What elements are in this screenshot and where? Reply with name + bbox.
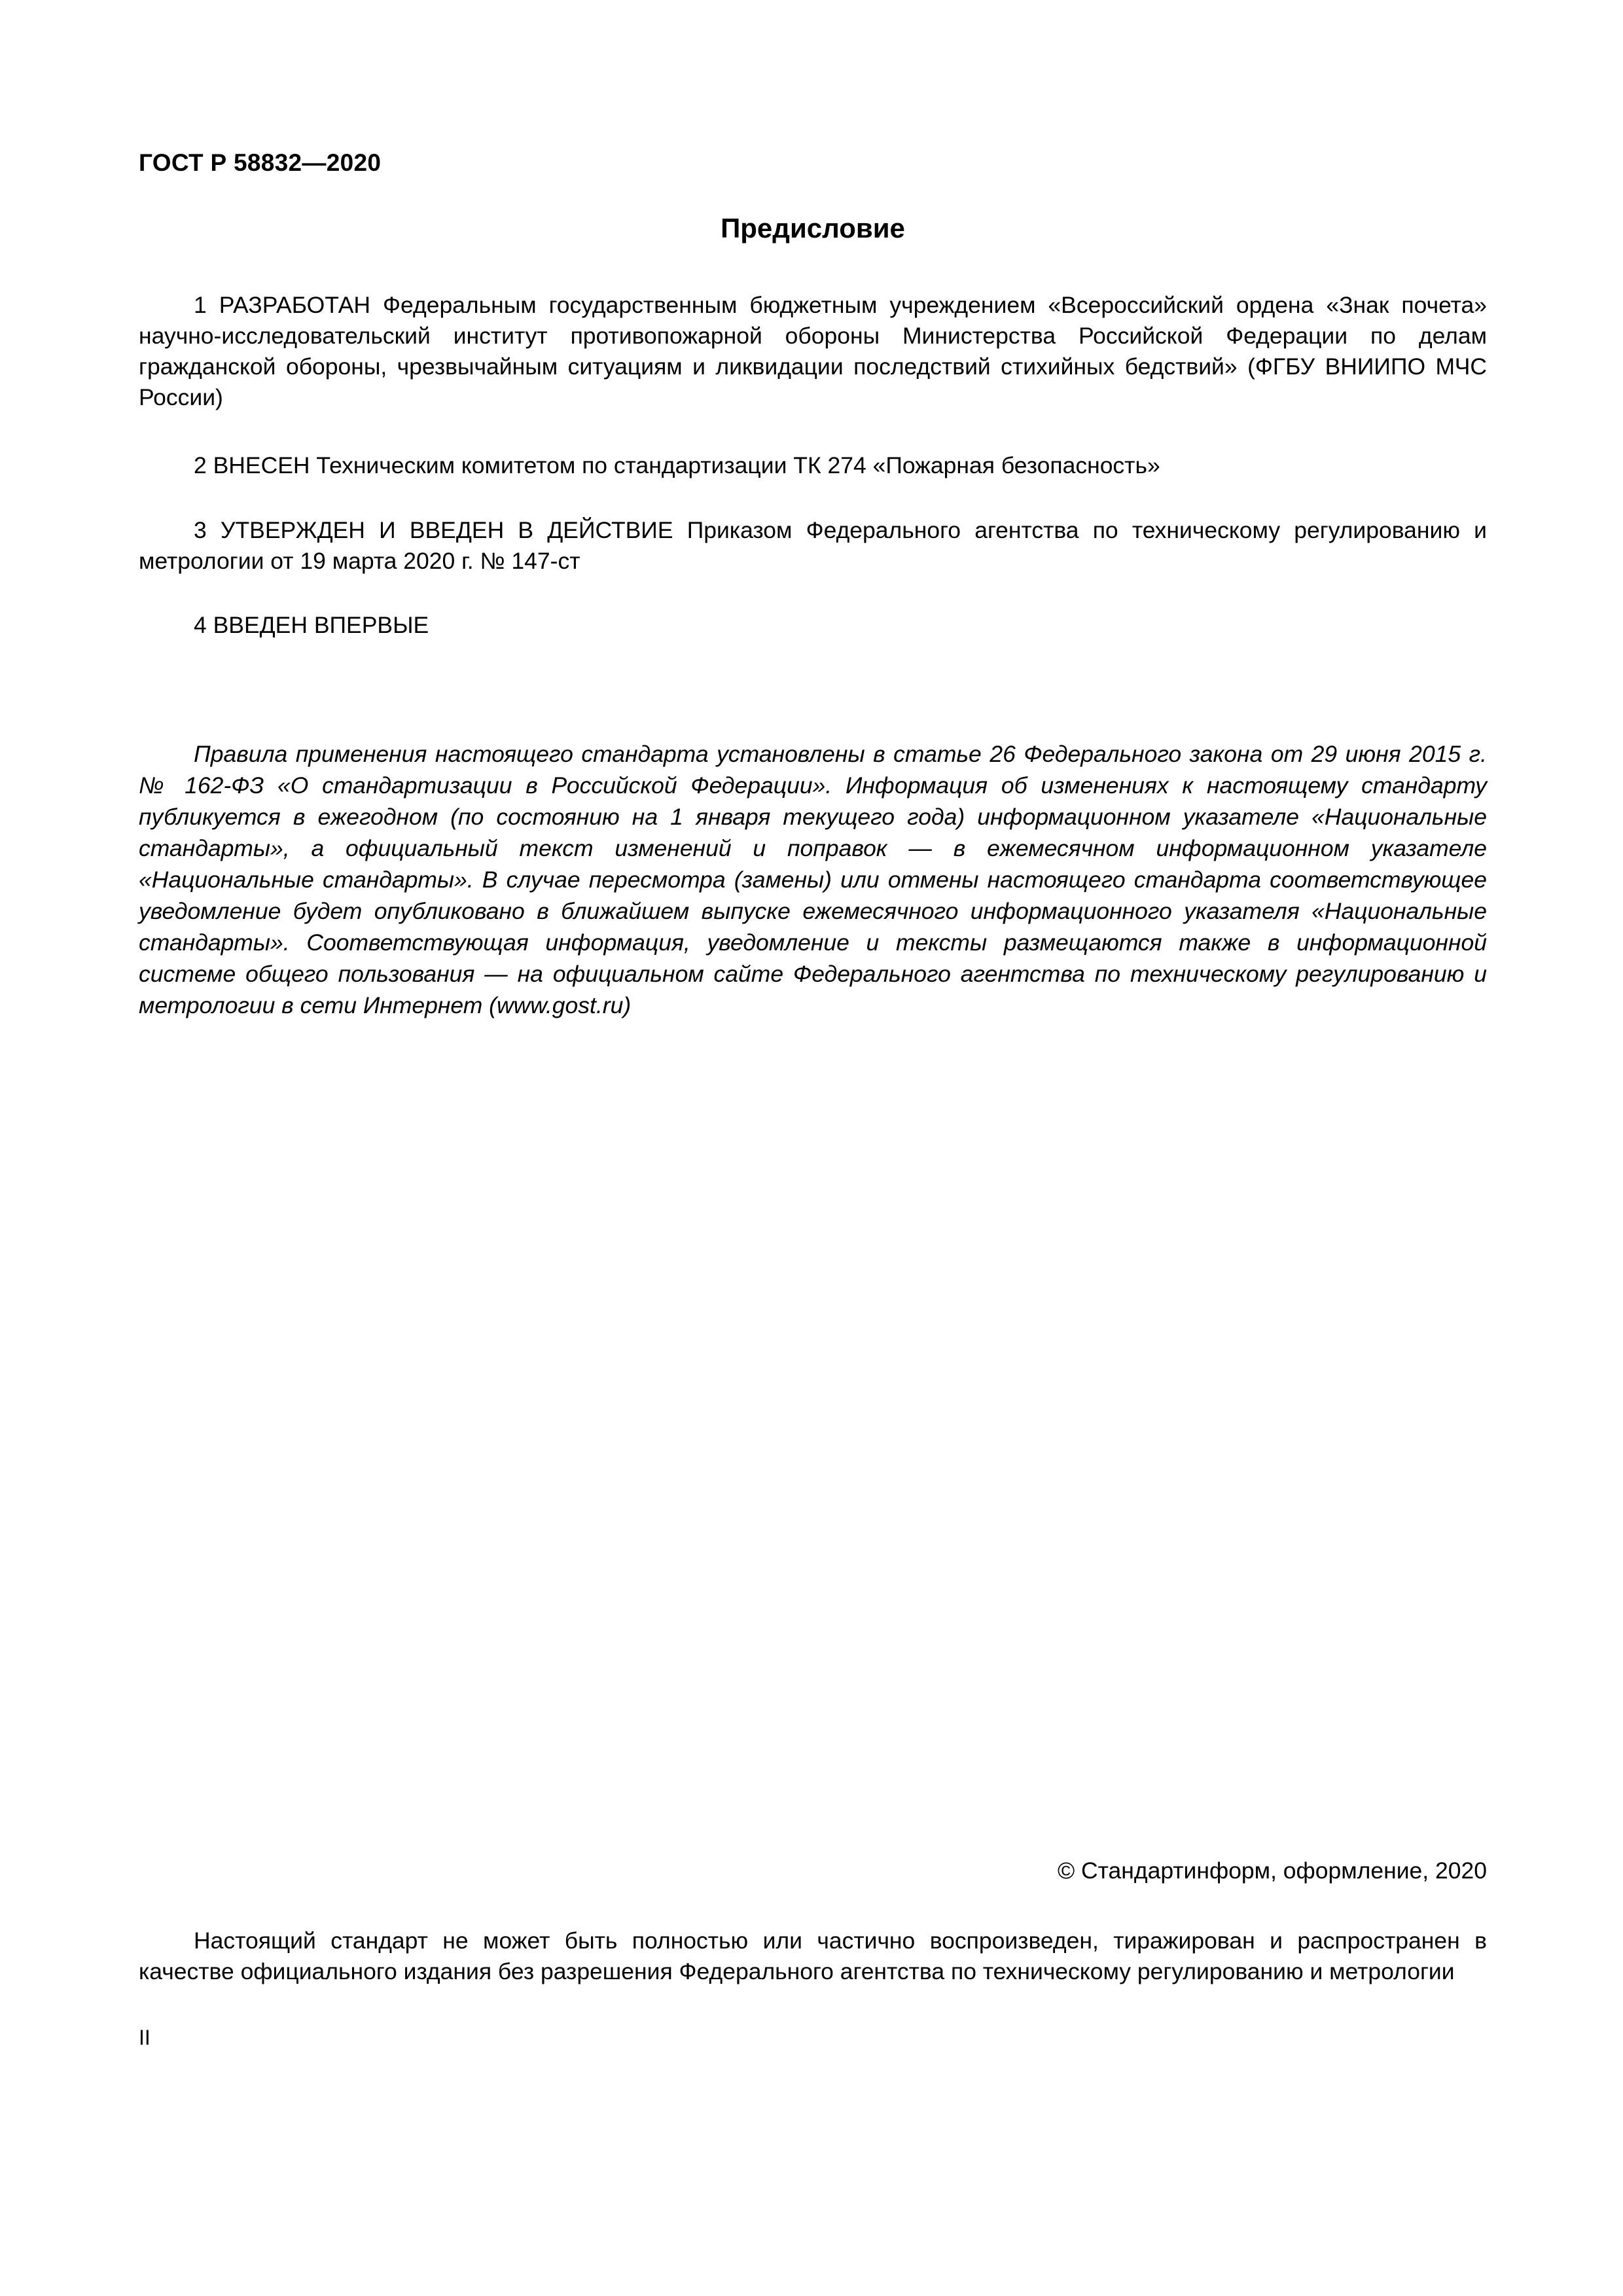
page-title: Предисловие: [721, 213, 905, 243]
page-content: [139, 0, 1487, 2296]
clause-2: 2 ВНЕСЕН Техническим комитетом по стандартизации ТК 274 «Пожарная безопасность»: [194, 452, 1160, 478]
copyright-line: © Стандартинформ, оформление, 2020: [1058, 1857, 1487, 1884]
page-number: II: [139, 2026, 151, 2049]
standard-number-header: ГОСТ Р 58832—2020: [139, 149, 382, 176]
reproduction-note: Настоящий стандарт не может быть полностью или частично воспроизведен, тиражирован и распространен в качестве официального издания без разрешения Федерального агентства по техническому регулированию и метрологии: [139, 1928, 1487, 1984]
application-rules-notice: Правила применения настоящего стандарта установлены в статье 26 Федерального закона от 29 июня 2015 г. № 162-ФЗ «О стандартизации в Российской Федерации». Информация об изменениях к настоящему стандарту публикуется в ежегодном (по состоянию на 1 января текущего года) информационном указателе «Национальные стандарты», а официальный текст изменений и поправок — в ежемесячном информационном указателе «Национальные стандарты». В случае пересмотра (замены) или отмены настоящего стандарта соответствующее уведомление будет опубликовано в ближайшем выпуске ежемесячного информационного указателя «Национальные стандарты». Соответствующая информация, уведомление и тексты размещаются также в информационной системе общего пользования — на официальном сайте Федерального агентства по техническому регулированию и метрологии в сети Интернет (www.gost.ru): [139, 741, 1487, 1018]
clause-1: 1 РАЗРАБОТАН Федеральным государственным бюджетным учреждением «Всероссийский ордена «Знак почета» научно-исследовательский институт противопожарной обороны Министерства Российской Федерации по делам гражданской обороны, чрезвычайным ситуациям и ликвидации последствий стихийных бедствий» (ФГБУ ВНИИПО МЧС России): [139, 292, 1487, 410]
clause-4: 4 ВВЕДЕН ВПЕРВЫЕ: [194, 612, 429, 638]
clause-3: 3 УТВЕРЖДЕН И ВВЕДЕН В ДЕЙСТВИЕ Приказом Федерального агентства по техническому регулированию и метрологии от 19 марта 2020 г. № 147-ст: [139, 517, 1487, 574]
